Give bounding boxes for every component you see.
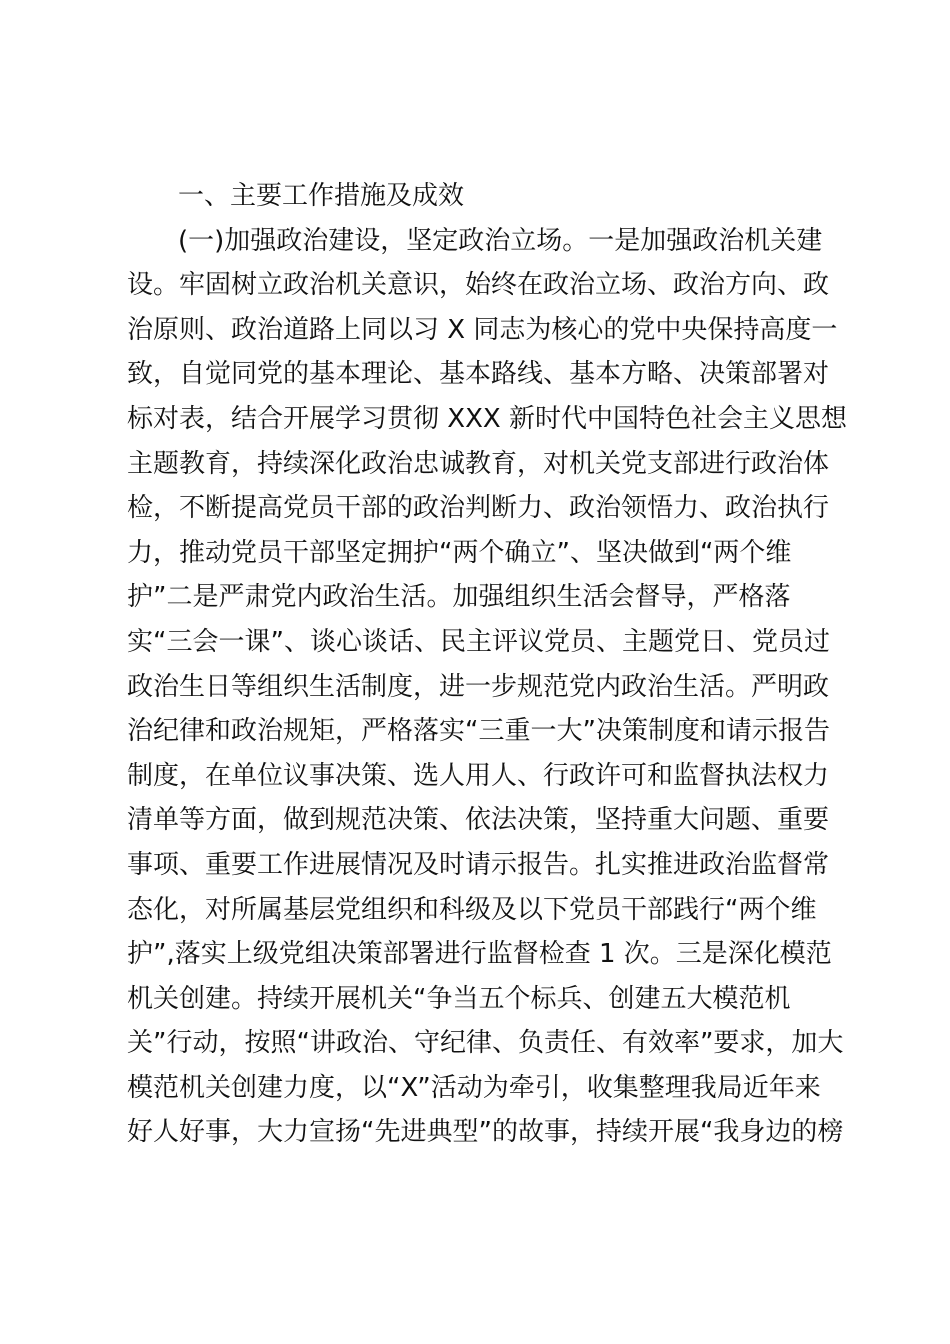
paragraph-line: 检，不断提高党员干部的政治判断力、政治领悟力、政治执行 [127,493,830,524]
paragraph-line: 主题教育，持续深化政治忠诚教育，对机关党支部进行政治体 [127,448,830,479]
paragraph-line: 好人好事，大力宣扬“先进典型”的故事，持续开展“我身边的榜 [127,1117,844,1148]
paragraph-line: 设。牢固树立政治机关意识，始终在政治立场、政治方向、政 [127,270,830,301]
paragraph-line: (一)加强政治建设，坚定政治立场。一是加强政治机关建 [178,225,823,256]
paragraph-line: 护”,落实上级党组决策部署进行监督检查 1 次。三是深化模范 [127,939,832,970]
paragraph-line: 模范机关创建力度，以“X”活动为牵引，收集整理我局近年来 [127,1072,821,1103]
document-body [127,174,847,1155]
paragraph-line: 政治生日等组织生活制度，进一步规范党内政治生活。严明政 [127,671,830,702]
section-heading: 一、主要工作措施及成效 [178,181,465,211]
paragraph-line: 护”二是严肃党内政治生活。加强组织生活会督导，严格落 [127,582,791,613]
paragraph-line: 清单等方面，做到规范决策、依法决策，坚持重大问题、重要 [127,805,830,836]
paragraph-line: 标对表，结合开展学习贯彻 XXX 新时代中国特色社会主义思想 [127,403,847,434]
paragraph-line: 机关创建。持续开展机关“争当五个标兵、创建五大模范机 [127,983,791,1014]
paragraph-line: 致，自觉同党的基本理论、基本路线、基本方略、决策部署对 [127,359,830,390]
paragraph-line: 治纪律和政治规矩，严格落实“三重一大”决策制度和请示报告 [127,716,830,747]
paragraph-line: 态化，对所属基层党组织和科级及以下党员干部践行“两个维 [127,894,817,925]
paragraph-line: 制度，在单位议事决策、选人用人、行政许可和监督执法权力 [127,760,830,791]
paragraph-line: 治原则、政治道路上同以习 X 同志为核心的党中央保持高度一 [127,314,838,345]
paragraph-line: 事项、重要工作进展情况及时请示报告。扎实推进政治监督常 [127,849,830,880]
paragraph-line: 力，推动党员干部坚定拥护“两个确立”、坚决做到“两个维 [127,537,792,568]
paragraph-line: 实“三会一课”、谈心谈话、民主评议党员、主题党日、党员过 [127,626,830,657]
paragraph-line: 关”行动，按照“讲政治、守纪律、负责任、有效率”要求，加大 [127,1028,844,1059]
